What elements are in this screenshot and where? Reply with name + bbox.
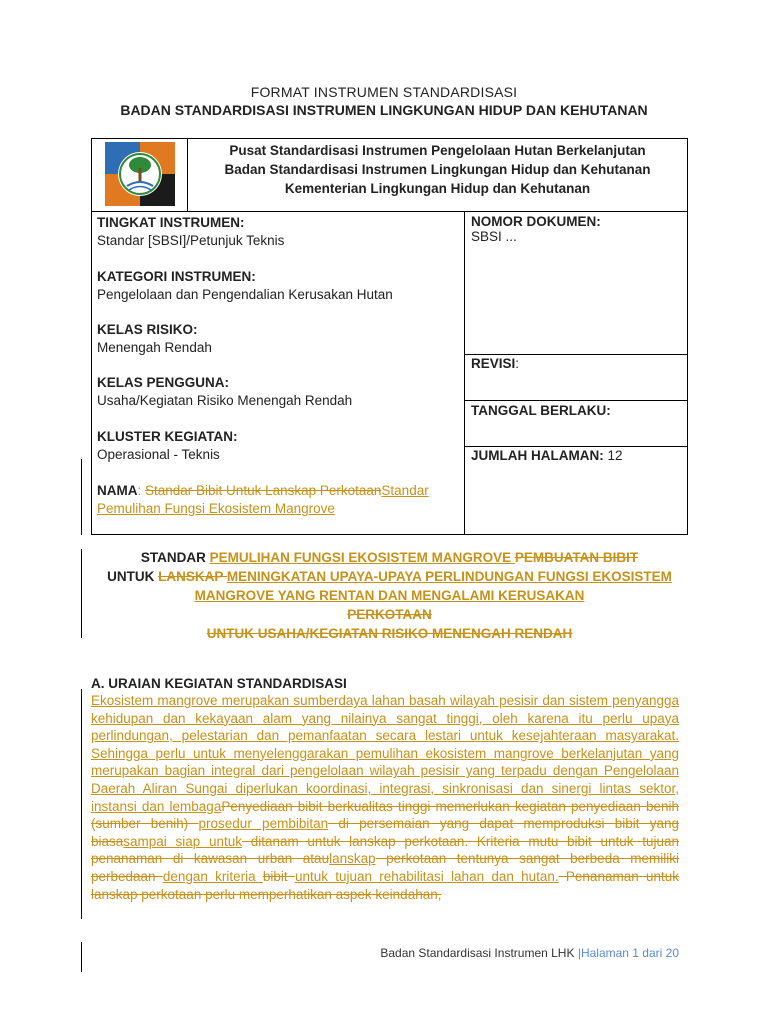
table-body-row [92, 212, 687, 534]
kelas-risiko-label: KELAS RISIKO: [97, 322, 198, 337]
logo-cell [92, 139, 188, 211]
nama-colon: : [137, 483, 146, 498]
field-kluster [97, 428, 238, 463]
field-nama [97, 482, 459, 518]
footer-org: Badan Standardisasi Instrumen LHK [380, 946, 578, 960]
title-untuk: UNTUK [107, 569, 159, 584]
page-header [0, 84, 768, 119]
tingkat-label: TINGKAT INSTRUMEN: [97, 215, 245, 230]
kelas-pengguna-value: Usaha/Kegiatan Risiko Menengah Rendah [97, 393, 353, 408]
field-kelas-pengguna [97, 374, 352, 409]
para-deleted-d: perkotaan tentunya sangat berbeda memiliki perbedaan [91, 851, 679, 884]
title-deleted-3: PERKOTAAN [347, 607, 432, 622]
para-inserted-b: sampai siap untuk [123, 833, 242, 849]
para-inserted-a: prosedur pembibitan [198, 816, 329, 832]
kelas-risiko-value: Menengah Rendah [97, 340, 212, 355]
footer-page-number: Halaman 1 dari 20 [580, 946, 679, 960]
para-inserted-d: dengan kriteria [162, 868, 263, 884]
jumlah-value: 12 [603, 448, 623, 463]
org-line-center: Pusat Standardisasi Instrumen Pengelolaan Hutan Berkelanjutan [229, 143, 646, 158]
nomor-label: NOMOR DOKUMEN: [471, 214, 601, 229]
kelas-pengguna-label: KELAS PENGGUNA: [97, 375, 230, 390]
document-info-table [91, 138, 688, 535]
title-deleted-4: UNTUK USAHA/KEGIATAN RISIKO MENENGAH RENDAH [206, 626, 573, 641]
kluster-value: Operasional - Teknis [97, 447, 220, 462]
title-deleted-2: LANSKAP [158, 569, 227, 584]
para-deleted-f: Penanaman untuk lanskap perkotaan perlu memperhatikan aspek keindahan, [91, 868, 680, 902]
section-a-paragraph [91, 692, 679, 903]
revisi-colon: : [515, 356, 520, 371]
page-footer [0, 946, 679, 960]
nomor-value: SBSI ... [471, 229, 517, 244]
header-format-line: FORMAT INSTRUMEN STANDARDISASI [250, 84, 518, 100]
table-header-row [92, 139, 687, 212]
tingkat-value: Standar [SBSI]/Petunjuk Teknis [97, 233, 285, 248]
standard-title [91, 548, 688, 643]
para-deleted-c: ditanam untuk lanskap perkotaan. Kriteria mutu bibit untuk tujuan penanaman di kawasan urban atau [91, 833, 680, 867]
tanggal-label: TANGGAL BERLAKU: [471, 403, 611, 418]
jumlah-label: JUMLAH HALAMAN: [471, 448, 604, 463]
cell-tanggal-berlaku [465, 401, 687, 447]
kategori-label: KATEGORI INSTRUMEN: [97, 269, 256, 284]
org-line-ministry: Kementerian Lingkungan Hidup dan Kehutanan [284, 181, 591, 196]
para-inserted-main: Ekosistem mangrove merupakan sumberdaya lahan basah wilayah pesisir dan sistem penyangga kehidupan dan kekayaan alam yang nilainya sangat tinggi, oleh karena itu perlu upaya perlindungan, pelestarian dan pemanfaatan secara lestari untuk kesejahteraan masyarakat. Sehingga perlu untuk menyelenggarakan pemulihan ekosistem mangrove berkelanjutan yang merupakan bagian integral dari pengelolaan wilayah pesisir yang terpadu dengan Pengelolaan Daerah Aliran Sungai diperlukan koordinasi, integrasi, sinkronisasi dan sinergi lintas sektor, instansi dan lembaga [91, 693, 679, 814]
document-meta [465, 212, 687, 534]
section-a-heading: A. URAIAN KEGIATAN STANDARDISASI [91, 676, 347, 691]
org-line-agency: Badan Standardisasi Instrumen Lingkungan Hidup dan Kehutanan [224, 162, 651, 177]
para-inserted-e: untuk tujuan rehabilitasi lahan dan hutan. [294, 868, 559, 884]
para-deleted-a: Penyediaan bibit berkualitas tinggi memerlukan kegiatan penyediaan benih (sumber benih) [91, 798, 679, 832]
field-kelas-risiko [97, 321, 212, 356]
title-deleted-1: PEMBUATAN BIBIT [514, 550, 639, 565]
kategori-value: Pengelolaan dan Pengendalian Kerusakan Hutan [97, 287, 393, 302]
nama-inserted-text: Standar Pemulihan Fungsi Ekosistem Mangrove [97, 483, 429, 516]
kluster-label: KLUSTER KEGIATAN: [97, 429, 238, 444]
nama-deleted-text: Standar Bibit Untuk Lanskap Perkotaan [145, 483, 382, 498]
ministry-logo [105, 142, 175, 206]
change-bar-title [81, 549, 82, 638]
para-deleted-e: bibit [262, 868, 295, 884]
field-tingkat [97, 214, 284, 249]
cell-revisi [465, 355, 687, 401]
change-bar-nama [81, 459, 82, 535]
organization-block [188, 139, 687, 211]
title-inserted-1: PEMULIHAN FUNGSI EKOSISTEM MANGROVE [209, 550, 515, 565]
instrument-details [92, 212, 465, 534]
footer-separator: | [577, 946, 581, 960]
cell-jumlah-halaman [465, 447, 687, 534]
cell-nomor-dokumen [465, 212, 687, 355]
nama-label: NAMA [97, 483, 138, 498]
field-kategori [97, 268, 393, 303]
title-standar: STANDAR [140, 550, 210, 565]
change-bar-paragraph [81, 689, 82, 919]
revisi-label: REVISI [471, 356, 516, 371]
title-inserted-2: MENINGKATAN UPAYA-UPAYA PERLINDUNGAN FUNGSI EKOSISTEM MANGROVE YANG RENTAN DAN MENGALAMI KERUSAKAN [194, 569, 672, 603]
para-inserted-c: lanskap [329, 851, 376, 867]
header-agency-line: BADAN STANDARDISASI INSTRUMEN LINGKUNGAN HIDUP DAN KEHUTANAN [120, 102, 648, 118]
para-deleted-b: di persemaian yang dapat memproduksi bibit yang biasa [91, 816, 679, 849]
